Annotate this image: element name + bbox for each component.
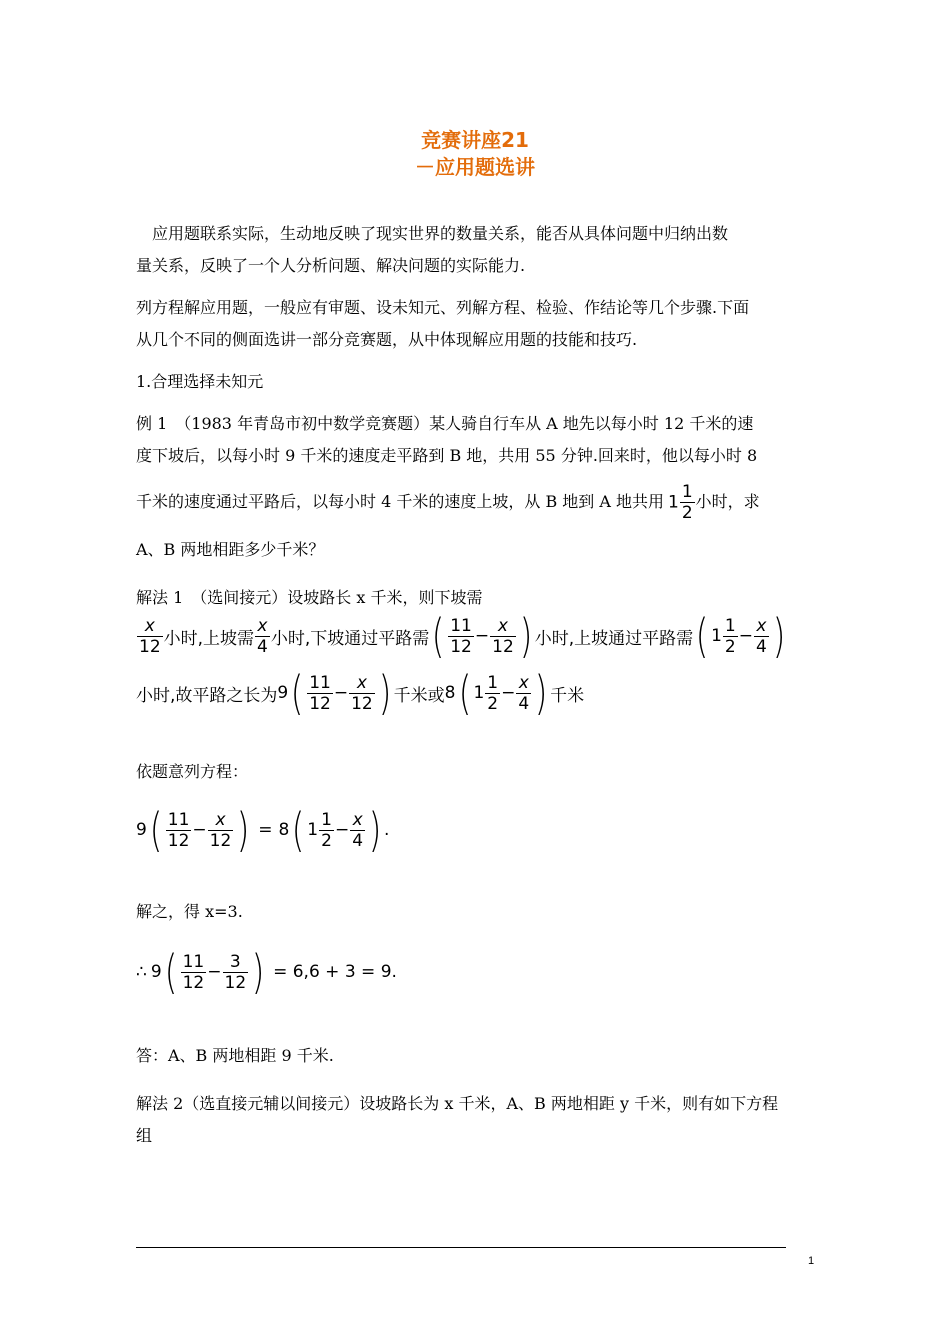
paren-open: ( — [695, 609, 709, 663]
solution-2-line-2: 组 — [136, 1126, 153, 1145]
footer-divider — [136, 1247, 786, 1248]
example-line-1: 例 1 （1983 年青岛市初中数学竞赛题）某人骑自行车从 A 地先以每小时 12 千米的速 — [136, 414, 754, 433]
paren-open: ( — [431, 609, 445, 663]
paren-open: ( — [164, 945, 177, 999]
paren-close: ) — [378, 666, 391, 720]
frac-den: 12 — [309, 693, 331, 714]
therefore-sign: ∴ — [136, 962, 147, 982]
frac-3-12 — [223, 952, 249, 993]
frac-x-4 — [754, 616, 769, 657]
frac-num: x — [349, 673, 375, 694]
solution-2-line-1: 解法 2（选直接元辅以间接元）设坡路长为 x 千米，A、B 两地相距 y 千米，则有如下方程 — [136, 1094, 779, 1113]
fraction-half — [680, 482, 695, 523]
formula-text: 小时,下坡通过平路需 — [270, 628, 430, 649]
steps-line-2: 从几个不同的侧面选讲一部分竞赛题，从中体现解应用题的技能和技巧. — [136, 330, 638, 349]
frac-num: 11 — [309, 672, 331, 693]
steps-line-1: 列方程解应用题，一般应有审题、设未知元、列解方程、检验、作结论等几个步骤.下面 — [136, 298, 750, 317]
frac-den: 4 — [257, 636, 268, 657]
formula-text: 小时,上坡通过平路需 — [534, 628, 694, 649]
frac-den: 12 — [139, 636, 161, 657]
section-heading: 1.合理选择未知元 — [136, 372, 264, 391]
formula-text: 小时, — [163, 628, 204, 649]
mixed-whole: 1 — [711, 626, 722, 646]
frac-x-12 — [137, 616, 163, 657]
frac-11-12 — [181, 952, 207, 993]
frac-num: 1 — [724, 615, 736, 636]
coef-8: 8 — [444, 683, 456, 703]
frac-den: 12 — [492, 636, 514, 657]
frac-x-4 — [350, 810, 365, 851]
coef-9: 9 — [150, 962, 162, 982]
paren-open: ( — [290, 666, 304, 720]
mixed-whole: 1 — [473, 683, 485, 703]
page-number: 1 — [808, 1255, 815, 1267]
frac-num: 11 — [167, 809, 190, 830]
intro-line-1: 应用题联系实际，生动地反映了现实世界的数量关系，能否从具体问题中归纳出数 — [136, 224, 729, 243]
example-line-2: 度下坡后，以每小时 9 千米的速度走平路到 B 地，共用 55 分钟.回来时，他以每小时 8 — [136, 446, 758, 465]
minus-sign: − — [334, 820, 350, 840]
frac-num: x — [208, 810, 234, 831]
frac-den: 4 — [518, 693, 530, 714]
title-line-2: －应用题选讲 — [415, 155, 535, 179]
solution-1-intro: 解法 1 （选间接元）设坡路长 x 千米，则下坡需 — [136, 588, 483, 607]
frac-num: 3 — [223, 952, 249, 973]
therefore-equation — [136, 946, 397, 998]
frac-den: 12 — [224, 972, 247, 993]
title-line-1: 竞赛讲座21 — [421, 128, 529, 152]
paren-close: ) — [368, 803, 382, 857]
example-line-3-text: 千米的速度通过平路后，以每小时 4 千米的速度上坡，从 B 地到 A 地共用 — [136, 492, 665, 511]
example-line-4: A、B 两地相距多少千米？ — [136, 540, 325, 559]
result-text: = 6,6 + 3 = 9. — [273, 962, 397, 982]
solve-text: 解之，得 x=3. — [136, 902, 243, 921]
minus-sign: − — [192, 820, 207, 840]
frac-num: 1 — [681, 481, 693, 502]
frac-x-4 — [516, 673, 531, 714]
example-line-3 — [136, 480, 816, 524]
formula-line-1 — [136, 610, 788, 662]
frac-den: 2 — [487, 693, 499, 714]
frac-num: 1 — [487, 672, 499, 693]
paren-close: ) — [251, 945, 265, 999]
frac-x-12 — [349, 673, 375, 714]
frac-den: 12 — [351, 693, 373, 714]
paren-close: ) — [519, 609, 533, 663]
mixed-number — [668, 482, 696, 523]
frac-den: 12 — [182, 972, 205, 993]
frac-num: x — [516, 673, 531, 694]
frac-num: 11 — [450, 615, 472, 636]
mixed-whole: 1 — [668, 492, 679, 512]
frac-1-2 — [723, 616, 738, 657]
list-equation-text: 依题意列方程： — [136, 762, 249, 781]
frac-num: 1 — [321, 809, 332, 830]
paren-open: ( — [149, 803, 163, 857]
paren-open: ( — [458, 666, 471, 720]
frac-den: 12 — [450, 636, 472, 657]
frac-x-4 — [255, 616, 270, 657]
coef-8: 8 — [278, 820, 290, 840]
frac-den: 2 — [321, 830, 332, 851]
frac-num: x — [255, 616, 270, 637]
paren-close: ) — [237, 803, 250, 857]
frac-num: x — [137, 616, 163, 637]
frac-11-12 — [166, 810, 192, 851]
coef-9: 9 — [136, 820, 147, 840]
minus-sign: − — [207, 962, 222, 982]
frac-den: 2 — [724, 636, 736, 657]
paren-close: ) — [534, 666, 548, 720]
frac-den: 4 — [352, 830, 364, 851]
frac-x-12 — [208, 810, 234, 851]
frac-x-12 — [490, 616, 516, 657]
minus-sign: − — [474, 626, 490, 646]
minus-sign: − — [738, 626, 753, 646]
minus-sign: − — [333, 683, 349, 703]
frac-1-2 — [319, 810, 334, 851]
mixed-whole: 1 — [307, 820, 319, 840]
formula-text: 千米 — [550, 685, 585, 706]
frac-num: x — [350, 810, 365, 831]
frac-1-2 — [485, 673, 500, 714]
frac-den: 12 — [209, 830, 232, 851]
coef-9: 9 — [277, 683, 289, 703]
formula-line-2 — [136, 667, 584, 719]
frac-11-12 — [448, 616, 474, 657]
frac-den: 4 — [755, 636, 767, 657]
formula-text: 千米或 — [393, 685, 445, 706]
frac-den: 12 — [167, 830, 190, 851]
equals-sign: = — [258, 820, 273, 840]
formula-text: 小时,故平路之长为 — [136, 685, 278, 706]
frac-num: x — [754, 616, 769, 637]
formula-text: 上坡需 — [203, 628, 255, 649]
intro-line-2: 量关系，反映了一个人分析问题、解决问题的实际能力. — [136, 256, 526, 275]
minus-sign: − — [501, 683, 516, 703]
frac-11-12 — [307, 673, 333, 714]
paren-open: ( — [292, 803, 305, 857]
frac-num: x — [490, 616, 516, 637]
answer-text: 答：A、B 两地相距 9 千米. — [136, 1046, 334, 1065]
period: . — [383, 820, 390, 840]
paren-close: ) — [772, 609, 786, 663]
frac-num: 11 — [182, 951, 205, 972]
equation — [136, 804, 389, 856]
frac-den: 2 — [681, 502, 693, 523]
example-line-3-end: 小时，求 — [695, 492, 760, 511]
